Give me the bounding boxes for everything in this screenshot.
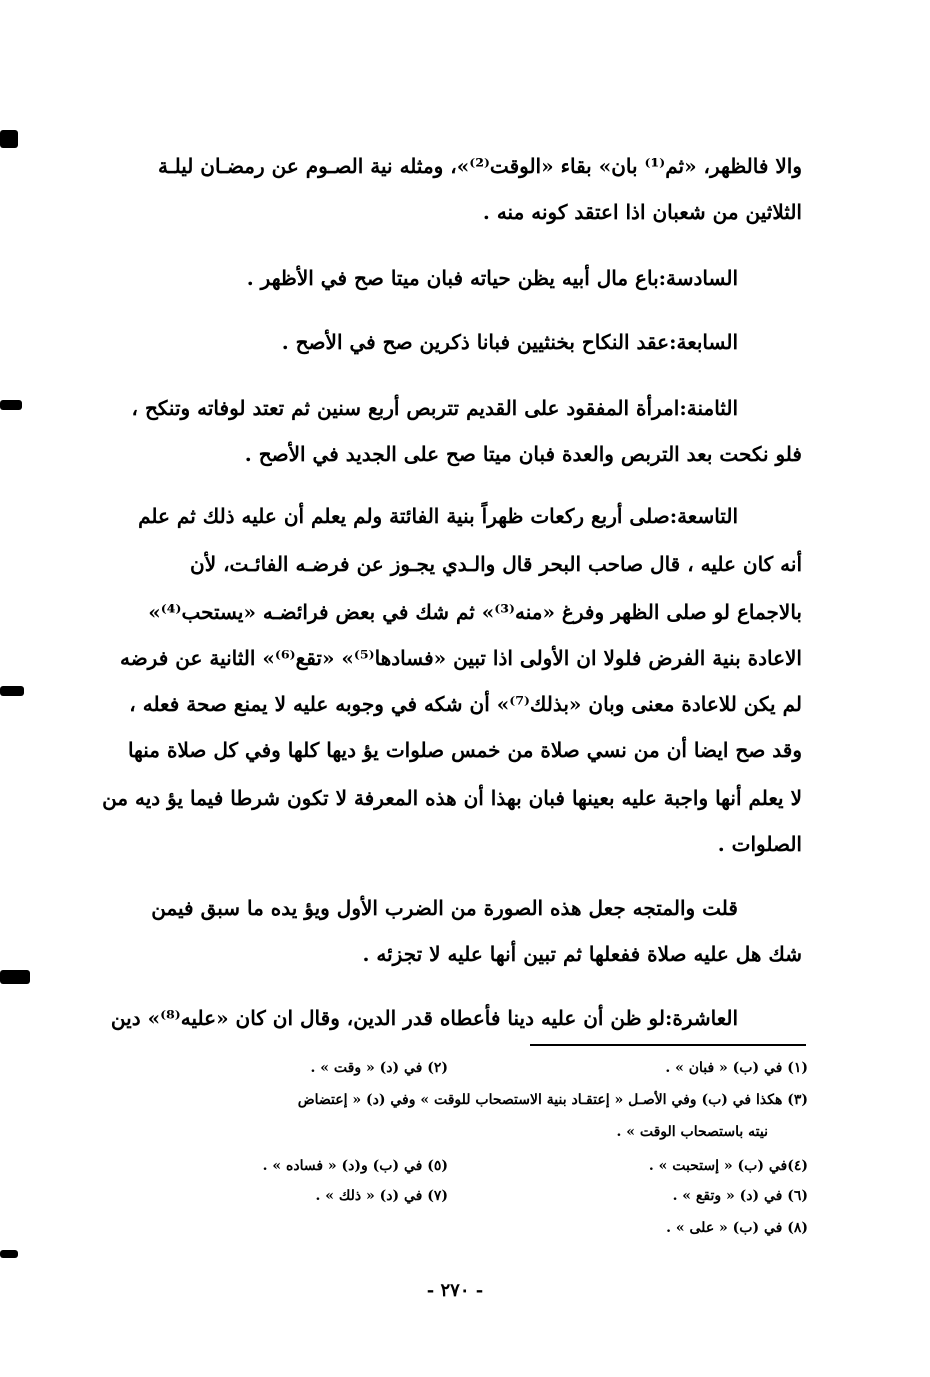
scan-edge-mark [0, 1250, 18, 1258]
footnote-3: (٣) هكذا في (ب) وفي الأصـل « إعتقـاد بنية الاستصحاب للوقت » وفي (د) « إعتضاض [297, 1092, 808, 1108]
footnote-2: (٢) في (د) « وقت » . [310, 1060, 448, 1076]
footnote-separator [530, 1044, 806, 1046]
footnote-7: (٧) في (د) « ذلك » . [315, 1188, 448, 1204]
footnote-8: (٨) في (ب) « على » . [666, 1220, 808, 1236]
scan-edge-mark [0, 130, 18, 148]
footnote-5: (٥) في (ب) و(د) « فساده » . [262, 1158, 448, 1174]
text-line: شك هل عليه صلاة ففعلها ثم تبين أنها عليه لا تجزئه . [362, 942, 802, 966]
text-line: لم يكن للاعادة معنى وبان «بذلك⁽⁷⁾» أن شكه في وجوبه عليه لا يمنع صحة فعله ، [129, 692, 802, 716]
footnote-6: (٦) في (د) « وتقع » . [672, 1188, 808, 1204]
text-line: قلت والمتجه جعل هذه الصورة من الضرب الأول ويؤ يده ما سبق فيمن [151, 896, 738, 920]
text-line: الصلوات . [717, 832, 802, 856]
text-line: السادسة:باع مال أبيه يظن حياته فبان ميتا صح في الأظهر . [246, 266, 738, 290]
text-line: بالاجماع لو صلى الظهر وفرغ «منه⁽³⁾» ثم شك في بعض فرائضـه «يستحب⁽⁴⁾» [148, 600, 802, 624]
text-line: فلو نكحت بعد التربص والعدة فبان ميتا صح على الجديد في الأصح . [244, 442, 802, 466]
footnote-4: (٤)في (ب) « إستحبت » . [648, 1158, 808, 1174]
page-number: - ٢٧٠ - [426, 1280, 484, 1301]
text-line: أنه كان عليه ، قال صاحب البحر قال والـدي يجـوز عن فرضـه الفائـت، لأن [190, 552, 802, 576]
scan-edge-mark [0, 970, 30, 984]
text-line: وقد صح ايضا أن من نسي صلاة من خمس صلوات يؤ ديها كلها وفي كل صلاة منها [127, 738, 802, 762]
text-line: الثامنة:امرأة المفقود على القديم تتربص أربع سنين ثم تعتد لوفاته وتنكح ، [131, 396, 738, 420]
footnote-3-continued: نيته باستصحاب الوقت » . [616, 1124, 768, 1140]
text-line: السابعة:عقد النكاح بخنثيين فبانا ذكرين صح في الأصح . [281, 330, 738, 354]
footnote-1: (١) في (ب) « فبان » . [665, 1060, 808, 1076]
text-line: لا يعلم أنها واجبة عليه بعينها فبان بهذا أن هذه المعرفة لا تكون شرطا فيما يؤ ديه من [102, 786, 802, 810]
scan-edge-mark [0, 686, 24, 696]
text-line: العاشرة:لو ظن أن عليه دينا فأعطاه قدر الدين، وقال ان كان «عليه⁽⁸⁾» دين [110, 1006, 738, 1030]
text-line: الاعادة بنية الفرض فلولا ان الأولى اذا تبين «فسادها⁽⁵⁾» «تقع⁽⁶⁾» الثانية عن فرضه [119, 646, 802, 670]
scan-edge-mark [0, 400, 22, 410]
text-line: الثلاثين من شعبان اذا اعتقد كونه منه . [482, 200, 802, 224]
text-line: التاسعة:صلى أربع ركعات ظهراً بنية الفائتة ولم يعلم أن عليه ذلك ثم علم [138, 504, 738, 528]
text-line: والا فالظهر، «ثم⁽¹⁾ بان» بقاء «الوقت⁽²⁾»، ومثله نية الصـوم عن رمضـان ليلـة [158, 154, 802, 178]
